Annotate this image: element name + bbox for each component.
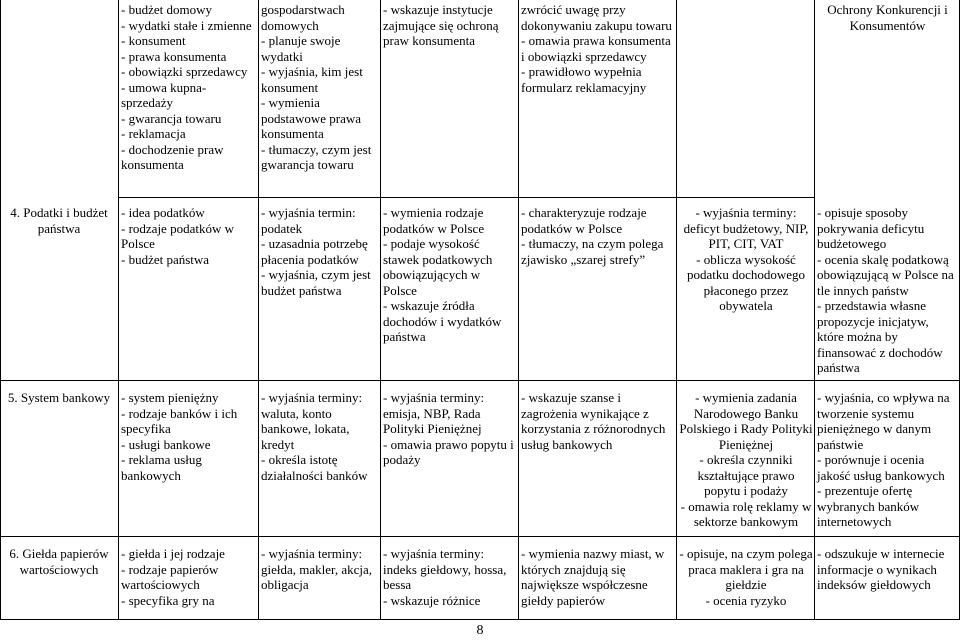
table-cell-excellent: - opisuje sposoby pokrywania deficytu budżetowego - ocenia skalę podatkową obowiązującą w Polsce na tle innych państw - przedstawia własne propozycje inicjatyw, które można by finansować z dochodów państwa [817,205,954,375]
table-cell-very-good: - wymienia zadania Narodowego Banku Polskiego i Rady Polityki Pieniężnej - określa czynniki kształtujące prawo popytu i podaży - omawia rolę reklamy w sektorze bankowym [679,390,813,529]
table-cell-good: - wskazuje szanse i zagrożenia wynikające z korzystania z różnorodnych usług bankowych [521,390,666,452]
table-cell-excellent: - wyjaśnia, co wpływa na tworzenie systemu pieniężnego w danym państwie - porównuje i ocenia jakość usług bankowych - prezentuje ofertę wybranych banków internetowych [817,390,950,529]
table-cell-very-good: - opisuje, na czym polega praca maklera i gra na giełdzie - ocenia ryzyko [679,546,813,608]
table-cell-sufficient: - wymienia rodzaje podatków w Polsce - podaje wysokość stawek podatkowych obowiązujących w Polsce - wskazuje źródła dochodów i wydatków państwa [383,205,502,344]
table-cell-content: - idea podatków - rodzaje podatków w Polsce - budżet państwa [121,205,234,267]
table-cell-very-good: - wyjaśnia terminy: deficyt budżetowy, NIP, PIT, CIT, VAT - oblicza wysokość podatku dochodowego płaconego przez obywatela [683,205,809,313]
table-cell-content: - giełda i jej rodzaje - rodzaje papierów wartościowych - specyfika gry na [121,546,225,608]
table-cell-basic: - wyjaśnia terminy: giełda, makler, akcja, obligacja [261,546,373,592]
table-cell-very-good [677,2,815,197]
table-cell-topic: 5. System bankowy [7,390,111,405]
table-cell-good: - charakteryzuje rodzaje podatków w Polsce - tłumaczy, na czym polega zjawisko „szarej strefy” [521,205,664,267]
table-cell-excellent: Ochrony Konkurencji i Konsumentów [827,2,948,33]
row-divider-partial [119,197,815,198]
row-divider [0,380,960,381]
table-cell-topic: 4. Podatki i budżet państwa [10,205,108,236]
table-cell-basic: - wyjaśnia termin: podatek - uzasadnia potrzebę płacenia podatków - wyjaśnia, czym jest budżet państwa [261,205,371,298]
table-border-left [0,0,1,620]
table-cell-sufficient: - wyjaśnia terminy: indeks giełdowy, hossa, bessa - wskazuje różnice [383,546,507,608]
table-cell-topic: 6. Giełda papierów wartościowych [9,546,109,577]
table-border-bottom [0,619,960,620]
table-cell-sufficient: - wskazuje instytucje zajmujące się ochroną praw konsumenta [383,2,499,48]
table-cell-basic: gospodarstwach domowych - planuje swoje wydatki - wyjaśnia, kim jest konsument - wymienia podstawowe prawa konsumenta - tłumaczy, czym jest gwarancja towaru [261,2,372,172]
page-number: 8 [476,623,484,638]
table-cell-content: - budżet domowy - wydatki stałe i zmienne - konsument - prawa konsumenta - obowiązki sprzedawcy - umowa kupna-sprzedaży - gwarancja towaru - reklamacja - dochodzenie praw konsumenta [121,2,252,172]
row-divider [0,536,960,537]
table-cell-basic: - wyjaśnia terminy: waluta, konto bankowe, lokata, kredyt - określa istotę działalności banków [261,390,368,483]
table-cell-content: - system pieniężny - rodzaje banków i ich specyfika - usługi bankowe - reklama usług bankowych [121,390,238,483]
table-cell-good: zwrócić uwagę przy dokonywaniu zakupu towaru - omawia prawa konsumenta i obowiązki sprzedawcy - prawidłowo wypełnia formularz reklamacyjny [521,2,672,95]
table-cell-sufficient: - wyjaśnia terminy: emisja, NBP, Rada Polityki Pieniężnej - omawia prawo popytu i podaży [383,390,514,467]
table-cell-excellent: - odszukuje w internecie informacje o wynikach indeksów giełdowych [817,546,945,592]
table-cell-good: - wymienia nazwy miast, w których znajdują się największe współczesne giełdy papierów [521,546,665,608]
